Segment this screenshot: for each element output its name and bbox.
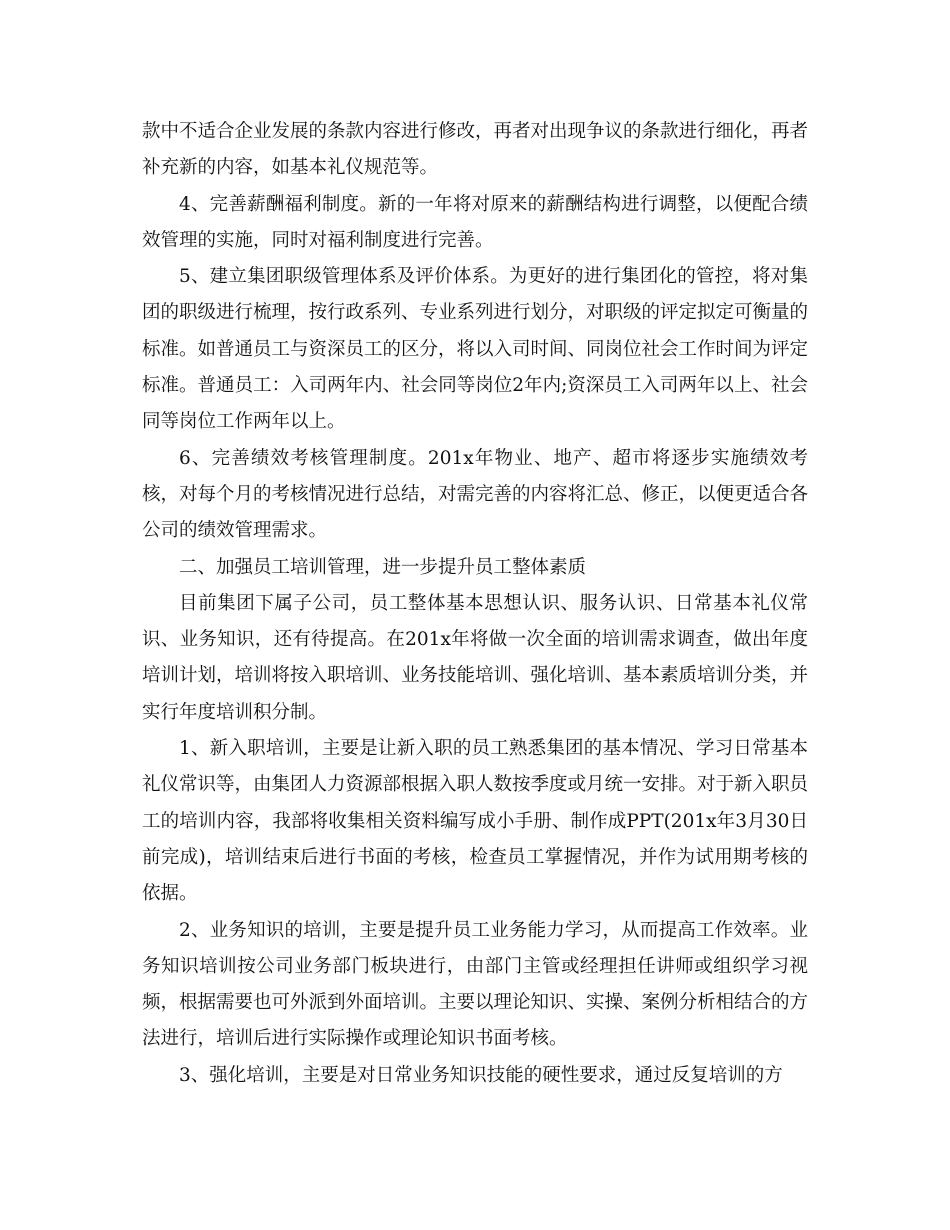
paragraph-training-intro: 目前集团下属子公司，员工整体基本思想认识、服务认识、日常基本礼仪常识、业务知识，还有待提高。在201x年将做一次全面的培训需求调查，做出年度培训计划，培训将按入职培训、业务技能培训、强化培训、基本素质培训分类，并实行年度培训积分制。 [142,592,809,723]
paragraph-training-3: 3、强化培训，主要是对日常业务知识技能的硬性要求，通过反复培训的方 [179,1064,783,1086]
paragraph-item-6: 6、完善绩效考核管理制度。201x年物业、地产、超市将逐步实施绩效考核，对每个月的考核情况进行总结，对需完善的内容将汇总、修正，以便更适合各公司的绩效管理需求。 [142,447,809,542]
section-heading-2: 二、加强员工培训管理，进一步提升员工整体素质 [179,556,587,578]
paragraph-training-2: 2、业务知识的培训，主要是提升员工业务能力学习，从而提高工作效率。业务知识培训按公司业务部门板块进行，由部门主管或经理担任讲师或组织学习视频，根据需要也可外派到外面培训。主要以理论知识、实操、案例分析相结合的方法进行，培训后进行实际操作或理论知识书面考核。 [142,919,809,1050]
paragraph-training-1: 1、新入职培训，主要是让新入职的员工熟悉集团的基本情况、学习日常基本礼仪常识等，由集团人力资源部根据入职人数按季度或月统一安排。对于新入职员工的培训内容，我部将收集相关资料编写成小手册、制作成PPT(201x年3月30日前完成)，培训结束后进行书面的考核，检查员工掌握情况，并作为试用期考核的依据。 [142,738,809,905]
paragraph-item-5: 5、建立集团职级管理体系及评价体系。为更好的进行集团化的管控，将对集团的职级进行梳理，按行政系列、专业系列进行划分，对职级的评定拟定可衡量的标准。如普通员工与资深员工的区分，将以入司时间、同岗位社会工作时间为评定标准。普通员工：入司两年内、社会同等岗位2年内;资深员工入司两年以上、社会同等岗位工作两年以上。 [142,266,809,433]
document-body [142,114,808,1094]
paragraph-item-4: 4、完善薪酬福利制度。新的一年将对原来的薪酬结构进行调整，以便配合绩效管理的实施，同时对福利制度进行完善。 [142,193,808,251]
paragraph-continued: 款中不适合企业发展的条款内容进行修改，再者对出现争议的条款进行细化，再者补充新的内容，如基本礼仪规范等。 [142,121,809,179]
